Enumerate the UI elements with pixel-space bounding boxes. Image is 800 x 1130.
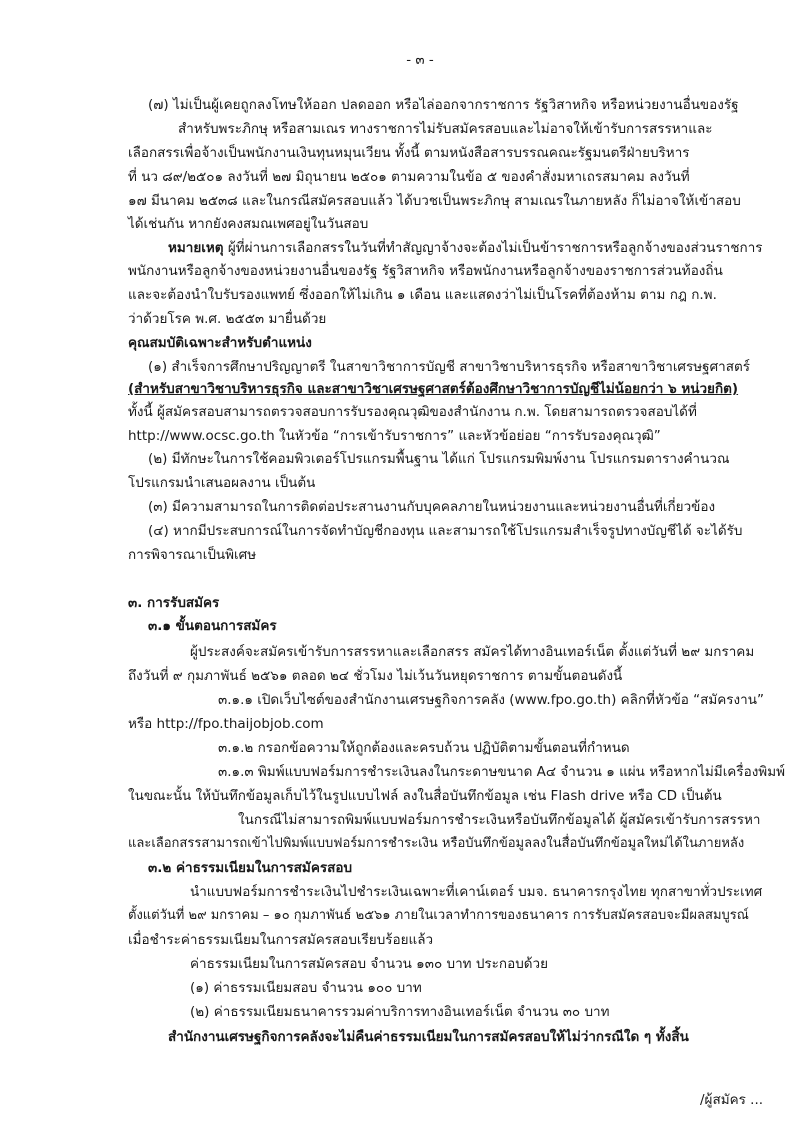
paragraph-line: ได้เช่นกัน หากยังคงสมณเพศอยู่ในวันสอบ <box>128 216 369 232</box>
page-number: - ๓ - <box>406 52 434 68</box>
paragraph-line: ถึงวันที่ ๙ กุมภาพันธ์ ๒๕๖๑ ตลอด ๒๔ ชั่วโมง ไม่เว้นวันหยุดราชการ ตามขั้นตอนดังนี้ <box>128 668 623 684</box>
paragraph-line: (๑) สำเร็จการศึกษาปริญญาตรี ในสาขาวิชาการบัญชี สาขาวิชาบริหารธุรกิจ หรือสาขาวิชาเศรษฐศาสตร์ <box>148 359 751 375</box>
paragraph-line: ค่าธรรมเนียมในการสมัครสอบ จำนวน ๑๓๐ บาท ประกอบด้วย <box>190 956 549 972</box>
paragraph-line: (๒) มีทักษะในการใช้คอมพิวเตอร์โปรแกรมพื้นฐาน ได้แก่ โปรแกรมพิมพ์งาน โปรแกรมตารางคำนวณ <box>148 451 730 467</box>
section-heading: คุณสมบัติเฉพาะสำหรับตำแหน่ง <box>128 335 312 351</box>
paragraph-line: (๔) หากมีประสบการณ์ในการจัดทำบัญชีกองทุน และสามารถใช้โปรแกรมสำเร็จรูปทางบัญชีได้ จะได้รับ <box>148 523 743 539</box>
paragraph-line: ในขณะนั้น ให้บันทึกข้อมูลเก็บไว้ในรูปแบบไฟล์ ลงในสื่อบันทึกข้อมูล เช่น Flash drive หรือ CD เป็นต้น <box>128 788 722 804</box>
subsection-heading: ๓.๒ ค่าธรรมเนียมในการสมัครสอบ <box>148 860 353 876</box>
paragraph-line: http://www.ocsc.go.th ในหัวข้อ “การเข้ารับราชการ” และหัวข้อย่อย “การรับรองคุณวุฒิ” <box>128 428 661 444</box>
note-label: หมายเหตุ <box>168 240 224 256</box>
paragraph-line: (๒) ค่าธรรมเนียมธนาคารรวมค่าบริการทางอินเทอร์เน็ต จำนวน ๓๐ บาท <box>190 1004 610 1020</box>
paragraph-line: ผู้ประสงค์จะสมัครเข้ารับการสรรหาและเลือกสรร สมัครได้ทางอินเทอร์เน็ต ตั้งแต่วันที่ ๒๙ มกราคม <box>190 644 755 660</box>
paragraph-line: ๑๗ มีนาคม ๒๕๓๘ และในกรณีสมัครสอบแล้ว ได้บวชเป็นพระภิกษุ สามเณรในภายหลัง ก็ไม่อาจให้เข้าสอบ <box>128 193 741 209</box>
paragraph-line: ที่ นว ๘๙/๒๕๐๑ ลงวันที่ ๒๗ มิถุนายน ๒๕๐๑ ตามความในข้อ ๕ ของคำสั่งมหาเถรสมาคม ลงวันที่ <box>128 169 690 185</box>
paragraph-line: ในกรณีไม่สามารถพิมพ์แบบฟอร์มการชำระเงินหรือบันทึกข้อมูลได้ ผู้สมัครเข้ารับการสรรหา <box>238 812 761 828</box>
note-text: ผู้ที่ผ่านการเลือกสรรในวันที่ทำสัญญาจ้างจะต้องไม่เป็นข้าราชการหรือลูกจ้างของส่วนราชการ <box>227 240 763 256</box>
subsection-heading: ๓.๑ ขั้นตอนการสมัคร <box>148 618 277 634</box>
paragraph-line: ตั้งแต่วันที่ ๒๙ มกราคม – ๑๐ กุมภาพันธ์ ๒๕๖๑ ภายในเวลาทำการของธนาคาร การรับสมัครสอบจะมีผลสมบูรณ์ <box>128 908 749 923</box>
emphasis-line: สำนักงานเศรษฐกิจการคลังจะไม่คืนค่าธรรมเนียมในการสมัครสอบให้ไม่ว่ากรณีใด ๆ ทั้งสิ้น <box>168 1029 689 1045</box>
paragraph-line: และจะต้องนำใบรับรองแพทย์ ซึ่งออกให้ไม่เกิน ๑ เดือน และแสดงว่าไม่เป็นโรคที่ต้องห้าม ตาม กฎ ก.พ. <box>128 287 717 303</box>
paragraph-line: นำแบบฟอร์มการชำระเงินไปชำระเงินเฉพาะที่เคาน์เตอร์ บมจ. ธนาคารกรุงไทย ทุกสาขาทั่วประเทศ <box>190 884 763 900</box>
paragraph-line: (๗) ไม่เป็นผู้เคยถูกลงโทษให้ออก ปลดออก หรือไล่ออกจากราชการ รัฐวิสาหกิจ หรือหน่วยงานอื่นของรัฐ <box>148 97 739 113</box>
paragraph-line: ๓.๑.๓ พิมพ์แบบฟอร์มการชำระเงินลงในกระดาษขนาด A๔ จำนวน ๑ แผ่น หรือหากไม่มีเครื่องพิมพ์ <box>218 764 785 780</box>
emphasis-line: (สำหรับสาขาวิชาบริหารธุรกิจ และสาขาวิชาเศรษฐศาสตร์ต้องศึกษาวิชาการบัญชีไม่น้อยกว่า ๖ หน่วยกิต) <box>128 381 739 397</box>
paragraph-line: เลือกสรรเพื่อจ้างเป็นพนักงานเงินทุนหมุนเวียน ทั้งนี้ ตามหนังสือสารบรรณคณะรัฐมนตรีฝ่ายบริหาร <box>128 145 690 161</box>
paragraph-line: สำหรับพระภิกษุ หรือสามเณร ทางราชการไม่รับสมัครสอบและไม่อาจให้เข้ารับการสรรหาและ <box>178 121 713 137</box>
note-line <box>168 238 763 258</box>
section-heading: ๓. การรับสมัคร <box>128 595 220 611</box>
paragraph-line: เมื่อชำระค่าธรรมเนียมในการสมัครสอบเรียบร้อยแล้ว <box>128 932 434 948</box>
paragraph-line: (๓) มีความสามารถในการติดต่อประสานงานกับบุคคลภายในหน่วยงานและหน่วยงานอื่นที่เกี่ยวข้อง <box>148 499 716 515</box>
paragraph-line: หรือ http://fpo.thaijobjob.com <box>128 716 324 732</box>
paragraph-line: พนักงานหรือลูกจ้างของหน่วยงานอื่นของรัฐ รัฐวิสาหกิจ หรือพนักงานหรือลูกจ้างของราชการส่วนท้องถิ่น <box>128 263 723 279</box>
paragraph-line: การพิจารณาเป็นพิเศษ <box>128 547 257 563</box>
paragraph-line: ๓.๑.๑ เปิดเว็บไซต์ของสำนักงานเศรษฐกิจการคลัง (www.fpo.go.th) คลิกที่หัวข้อ “สมัครงาน” <box>218 692 764 708</box>
paragraph-line: ทั้งนี้ ผู้สมัครสอบสามารถตรวจสอบการรับรองคุณวุฒิของสำนักงาน ก.พ. โดยสามารถตรวจสอบได้ที่ <box>128 404 697 420</box>
paragraph-line: (๑) ค่าธรรมเนียมสอบ จำนวน ๑๐๐ บาท <box>190 980 422 996</box>
paragraph-line: ว่าด้วยโรค พ.ศ. ๒๕๕๓ มายื่นด้วย <box>128 311 327 327</box>
paragraph-line: ๓.๑.๒ กรอกข้อความให้ถูกต้องและครบถ้วน ปฏิบัติตามขั้นตอนที่กำหนด <box>218 740 630 756</box>
paragraph-line: โปรแกรมนำเสนอผลงาน เป็นต้น <box>128 475 316 491</box>
paragraph-line: และเลือกสรรสามารถเข้าไปพิมพ์แบบฟอร์มการชำระเงิน หรือบันทึกข้อมูลลงในสื่อบันทึกข้อมูลใหม่ได้ในภายหลัง <box>128 836 745 851</box>
continuation-marker: /ผู้สมัคร ... <box>700 1092 764 1108</box>
